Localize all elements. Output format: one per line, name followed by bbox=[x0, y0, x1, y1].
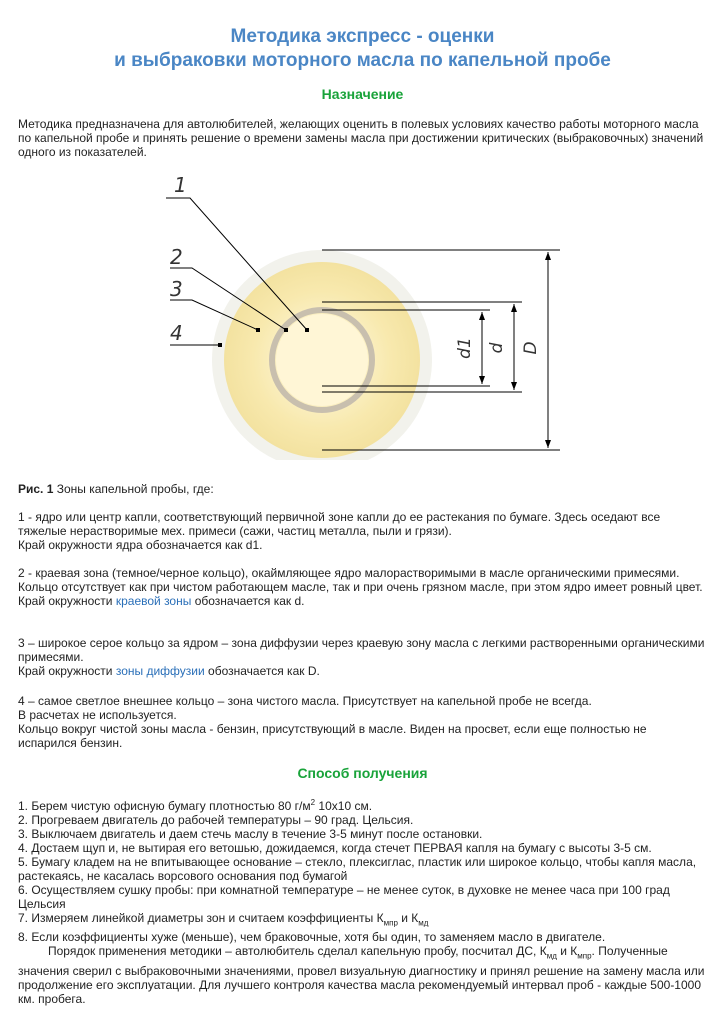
zone-1-text: 1 - ядро или центр капли, соответствующий первичной зоне капли до ее растекания по бумаге. Здесь оседают все тяжелые нерастворимые мех. примеси (сажи, частиц металла, пыли и грязи). bbox=[18, 510, 661, 538]
caption-label: Рис. 1 bbox=[18, 482, 54, 496]
dot-1 bbox=[305, 328, 309, 332]
zone-2-edge: Край окружности краевой зоны обозначается как d. bbox=[18, 594, 305, 608]
step-7: 7. Измеряем линейкой диаметры зон и считаем коэффициенты $К_{мпр}$ и $К_{мд}$ bbox=[18, 911, 429, 928]
zone-3-edge: Край окружности зоны диффузии обозначается как D. bbox=[18, 664, 320, 678]
zone-4-text: 4 – самое светлое внешнее кольцо – зона чистого масла. Присутствует на капельной пробе не всегда. bbox=[18, 694, 592, 708]
zone-3-text: 3 – широкое серое кольцо за ядром – зона диффузии через краевую зону масла с легкими растворенными органическими примесями. bbox=[18, 636, 705, 664]
label-4: 4 bbox=[170, 321, 183, 345]
step-4: 4. Достаем щуп и, не вытирая его ветошью, дожидаемся, когда стечет ПЕРВАЯ капля на бумагу с высоты 3-5 см. bbox=[18, 841, 652, 855]
dot-2 bbox=[284, 328, 288, 332]
method-steps bbox=[18, 796, 708, 1006]
drop-zones-figure bbox=[150, 170, 570, 460]
label-1: 1 bbox=[174, 173, 187, 197]
document-title-line2: и выбраковки моторного масла по капельной пробе bbox=[114, 50, 611, 71]
dot-3 bbox=[256, 328, 260, 332]
dim-label-d1: d1 bbox=[455, 337, 475, 359]
purpose-text: Методика предназначена для автолюбителей, желающих оценить в полевых условиях качество работы моторного масла по капельной пробе и принять решение о времени замены масла при достижении критических (выбраковочных) значений одного из показателей. bbox=[18, 117, 704, 159]
step-6: 6. Осуществляем сушку пробы: при комнатной температуре – не менее суток, в духовке не менее часа при 100 град Цельсия bbox=[18, 883, 670, 911]
dim-label-d: d bbox=[487, 342, 507, 354]
label-3: 3 bbox=[170, 277, 183, 301]
zone-3-block bbox=[18, 636, 708, 678]
purpose-heading: Назначение bbox=[321, 86, 404, 102]
zone-4-extra: Кольцо вокруг чистой зоны масла - бензин, присутствующий в масле. Виден на просвет, если еще полностью не испарился бензин. bbox=[18, 722, 647, 750]
zone-1-edge: Край окружности ядра обозначается как d1. bbox=[18, 538, 263, 552]
step-2: 2. Прогреваем двигатель до рабочей температуры – 90 град. Цельсия. bbox=[18, 813, 414, 827]
zone-1-block bbox=[18, 510, 708, 552]
zone-2-block bbox=[18, 566, 708, 608]
zone-4-note: В расчетах не используется. bbox=[18, 708, 177, 722]
label-2: 2 bbox=[170, 245, 183, 269]
step-8: 8. Если коэффициенты хуже (меньше), чем браковочные, хотя бы один, то заменяем масло в двигателе. bbox=[18, 930, 606, 945]
document-title-line1: Методика экспресс - оценки bbox=[230, 26, 495, 47]
step-3: 3. Выключаем двигатель и даем стечь маслу в течение 3-5 минут после остановки. bbox=[18, 827, 483, 841]
figure-caption bbox=[18, 482, 708, 496]
zone-2-text: 2 - краевая зона (темное/черное кольцо), окаймляющее ядро малорастворимыми в масле органическими примесями. Кольцо отсутствует как при чистом работающем масле, так и при очень грязном масле, при этом ядро имеет ровный цвет. bbox=[18, 566, 703, 594]
zone-4-block bbox=[18, 694, 708, 750]
caption-text: Зоны капельной пробы, где: bbox=[53, 482, 214, 496]
step-5: 5. Бумагу кладем на не впитывающее основание – стекло, плексиглас, пластик или широкое кольцо, чтобы капля масла, растекаясь, не касалась ворсового основания под бумагой bbox=[18, 855, 697, 883]
step-1: 1. Берем чистую офисную бумагу плотностью 80 $г/м^2$ 10х10 см. bbox=[18, 798, 373, 813]
dot-4 bbox=[218, 343, 222, 347]
method-heading: Способ получения bbox=[297, 765, 428, 781]
final-paragraph: Порядок применения методики – автолюбитель сделал капельную пробу, посчитал ДС, $К_{мд}$ и $К_{мпр}$. Полученные значения сверил с выбраковочными значениями, провел визуальную диагностику и принял решение на замену масла или продолжение его эксплуатации. Для лучшего контроля качества масла рекомендуемый интервал проб - каждые 500-1000 км. пробега. bbox=[18, 944, 705, 1006]
dim-label-D: D bbox=[521, 341, 541, 355]
